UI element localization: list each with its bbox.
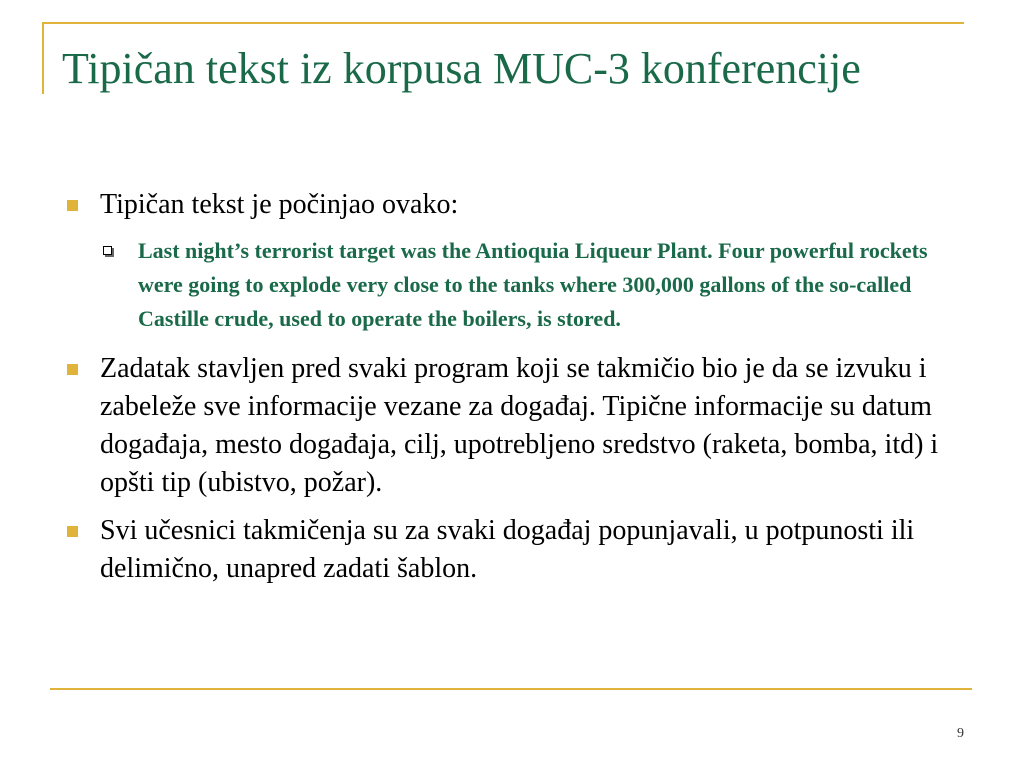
bullet-item-2 <box>62 350 962 502</box>
sub-bullet-text: Last night’s terrorist target was the Antioquia Liqueur Plant. Four powerful rockets were going to explode very close to the tanks where 300,000 gallons of the so-called Castille crude, used to operate the boilers, is stored. <box>138 238 928 331</box>
corner-vertical-line <box>42 22 44 94</box>
page-number: 9 <box>957 726 964 741</box>
top-horizontal-line <box>42 22 964 24</box>
square-bullet-icon <box>67 526 78 537</box>
slide-title: Tipičan tekst iz korpusa MUC-3 konferencije <box>62 44 861 93</box>
hollow-square-bullet-icon <box>103 246 112 255</box>
bullet-text: Zadatak stavljen pred svaki program koji se takmičio bio je da se izvuku i zabeleže sve informacije vezane za događaj. Tipične informacije su datum događaja, mesto događaja, cilj, upotrebljeno sredstvo (raketa, bomba, itd) i opšti tip (ubistvo, požar). <box>100 353 939 498</box>
square-bullet-icon <box>67 200 78 211</box>
slide-content <box>62 186 962 598</box>
bullet-text: Tipičan tekst je počinjao ovako: <box>100 189 459 220</box>
sub-bullet-item-1 <box>100 234 962 336</box>
bottom-horizontal-line <box>50 688 972 690</box>
bullet-item-1 <box>62 186 962 224</box>
bullet-item-3 <box>62 512 962 588</box>
bullet-text: Svi učesnici takmičenja su za svaki događaj popunjavali, u potpunosti ili delimično, unapred zadati šablon. <box>100 515 915 584</box>
square-bullet-icon <box>67 364 78 375</box>
